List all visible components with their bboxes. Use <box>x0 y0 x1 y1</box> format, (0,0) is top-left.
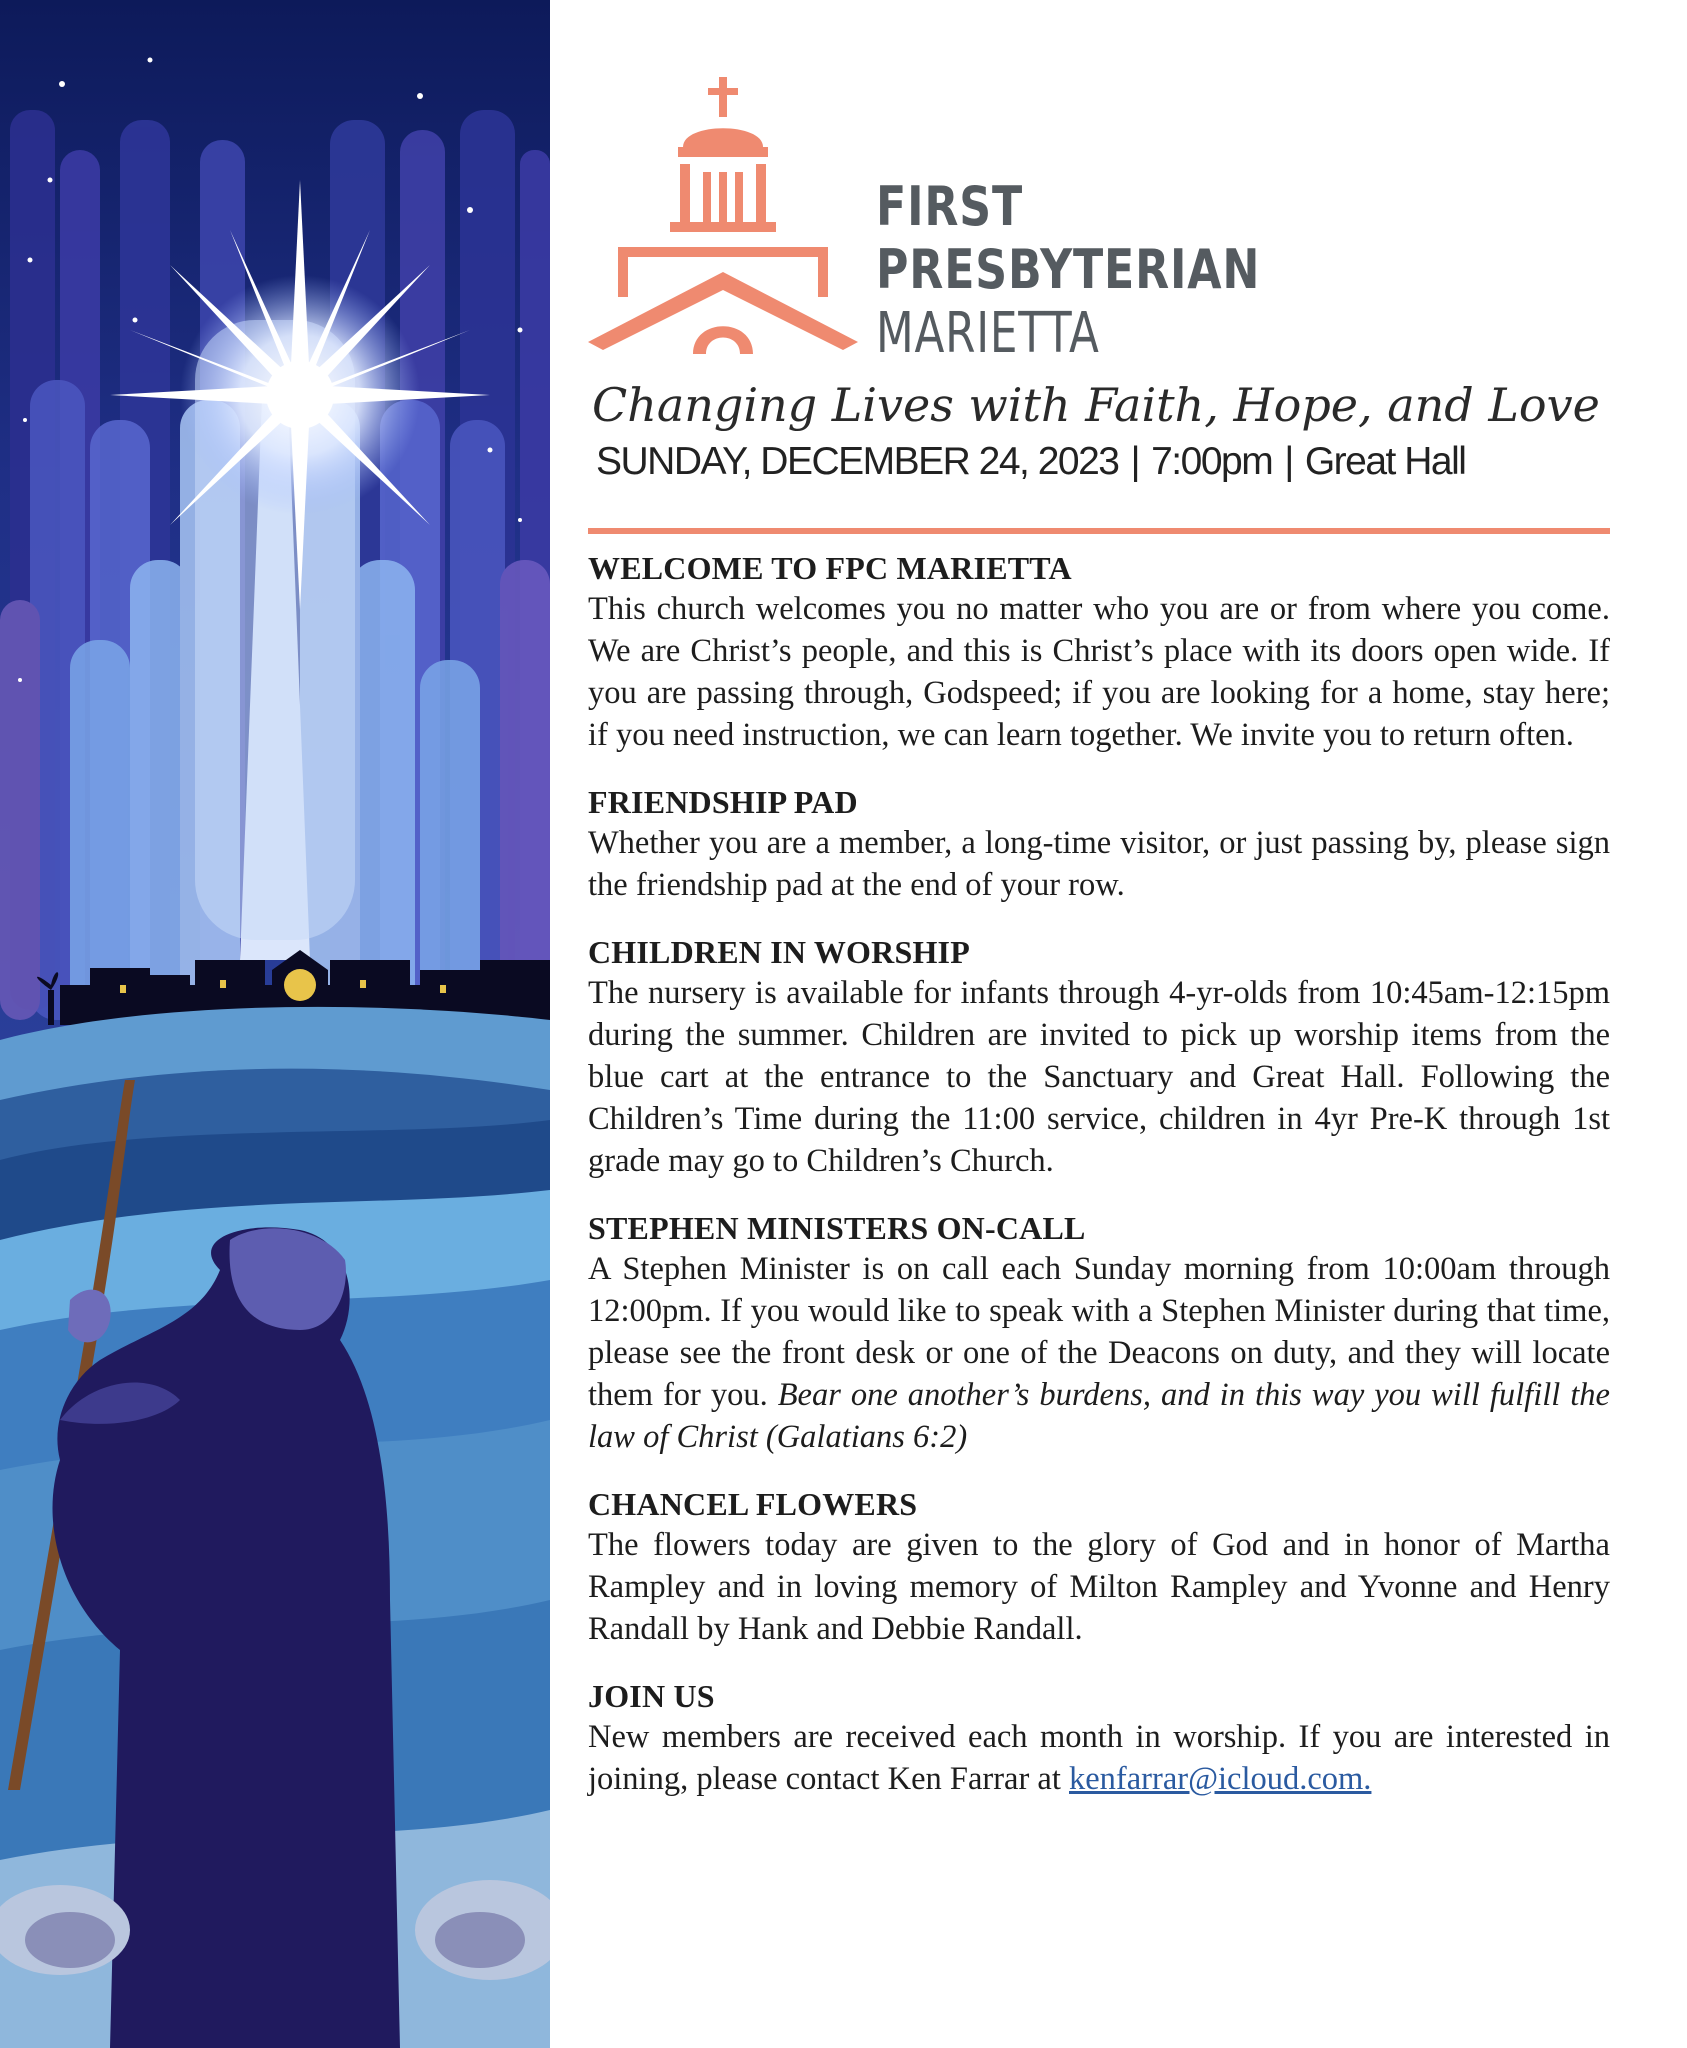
divider-rule <box>588 528 1610 534</box>
scripture-quote: Bear one another’s burdens, and in this way you will fulfill the law of Christ (Galatians 6:2) <box>588 1377 1610 1455</box>
nativity-star-artwork <box>0 0 550 2048</box>
event-separator: | <box>1284 440 1293 483</box>
section-title: WELCOME TO FPC MARIETTA <box>588 550 1072 586</box>
section-body: Whether you are a member, a long-time visitor, or just passing by, please sign the friendship pad at the end of your row. <box>588 825 1610 903</box>
section-stephen-ministers <box>588 1208 1610 1458</box>
section-body: The flowers today are given to the glory of God and in honor of Martha Rampley and in loving memory of Milton Rampley and Yvonne and Henry Randall by Hank and Debbie Randall. <box>588 1527 1610 1647</box>
church-logo-icon <box>588 72 858 362</box>
event-time: 7:00pm <box>1151 440 1273 483</box>
event-details <box>596 440 1612 484</box>
section-title: FRIENDSHIP PAD <box>588 784 858 820</box>
section-welcome <box>588 548 1610 756</box>
event-separator: | <box>1130 440 1140 483</box>
section-body-text: New members are received each month in worship. If you are interested in joining, please contact Ken Farrar at <box>588 1719 1610 1797</box>
announcement-sections <box>588 548 1610 1826</box>
section-body: The nursery is available for infants through 4-yr-olds from 10:45am-12:15pm during the summer. Children are invited to pick up worship items from the blue cart at the entrance to the Sanctuary and Great Hall. Following the Children’s Time during the 11:00 service, children in 4yr Pre-K through 1st grade may go to Children’s Church. <box>588 975 1610 1179</box>
bulletin-content <box>588 0 1612 2048</box>
section-title: CHANCEL FLOWERS <box>588 1486 918 1522</box>
section-join-us <box>588 1676 1610 1800</box>
logo-text-first: FIRST <box>876 175 1024 238</box>
logo-text-presbyterian: PRESBYTERIAN <box>876 238 1261 301</box>
section-title: JOIN US <box>588 1678 715 1714</box>
event-location: Great Hall <box>1304 440 1466 483</box>
section-chancel-flowers <box>588 1484 1610 1650</box>
section-body <box>588 1716 1610 1800</box>
contact-email-link[interactable]: kenfarrar@icloud.com. <box>1069 1761 1372 1797</box>
section-body-text: A Stephen Minister is on call each Sunday morning from 10:00am through 12:00pm. If you would like to speak with a Stephen Minister during that time, please see the front desk or one of the Deacons on duty, and they will locate them for you. <box>588 1251 1610 1413</box>
section-body <box>588 1248 1610 1458</box>
event-date: SUNDAY, DECEMBER 24, 2023 <box>596 440 1119 483</box>
section-children-in-worship <box>588 932 1610 1182</box>
logo-text-marietta: MARIETTA <box>876 301 1100 366</box>
section-friendship-pad <box>588 782 1610 906</box>
tagline: Changing Lives with Faith, Hope, and Love <box>592 378 1600 432</box>
section-title: CHILDREN IN WORSHIP <box>588 934 970 970</box>
section-body: This church welcomes you no matter who you are or from where you come. We are Christ’s people, and this is Christ’s place with its doors open wide. If you are passing through, Godspeed; if you are looking for a home, stay here; if you need instruction, we can learn together. We invite you to return often. <box>588 591 1610 753</box>
section-title: STEPHEN MINISTERS ON-CALL <box>588 1210 1086 1246</box>
